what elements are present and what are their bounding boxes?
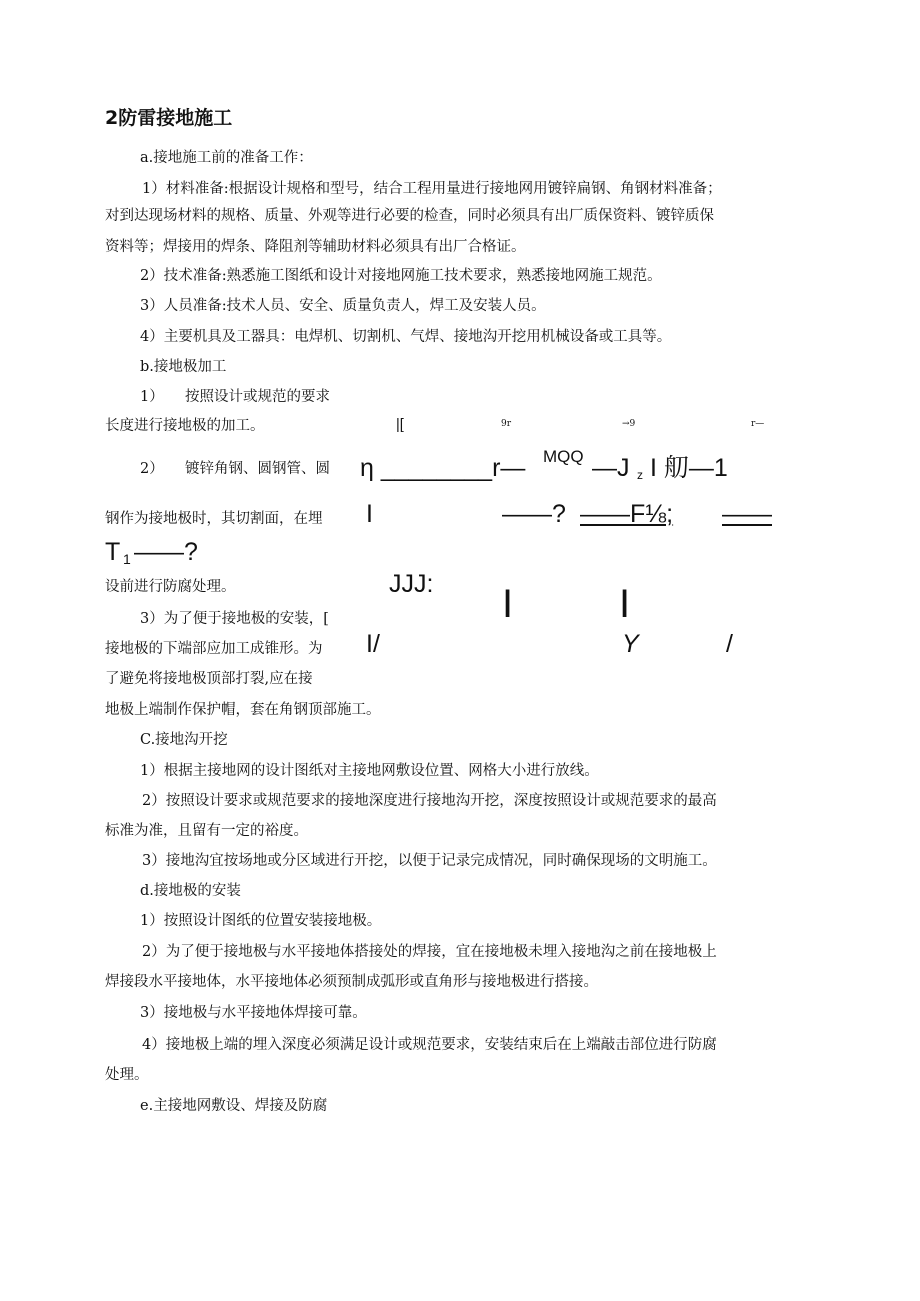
paragraph-line: 了避免将接地极顶部打裂,应在接: [105, 671, 313, 687]
paragraph-line: 镀锌角钢、圆钢管、圆: [185, 461, 330, 477]
figure-artifact: ——?: [502, 500, 566, 528]
paragraph-line: 2）技术准备:熟悉施工图纸和设计对接地网施工技术要求，熟悉接地网施工规范。: [140, 268, 662, 284]
section-e-title: e.主接地网敷设、焊接及防腐: [140, 1098, 328, 1114]
figure-artifact: ——?: [134, 538, 198, 566]
list-number: 1）: [140, 389, 164, 405]
figure-artifact: I: [502, 582, 514, 626]
paragraph-line: 钢作为接地极时，其切割面，在埋: [105, 511, 323, 527]
figure-artifact: JJJ:: [389, 570, 434, 598]
section-d-title: d.接地极的安装: [140, 883, 241, 899]
figure-artifact: 1: [123, 551, 131, 567]
figure-artifact: I 舠—1: [650, 454, 728, 482]
figure-artifact: η ________r—: [360, 454, 526, 482]
figure-artifact: —J: [592, 454, 630, 482]
figure-artifact: MQQ: [543, 447, 584, 466]
figure-artifact: |[: [396, 417, 404, 433]
paragraph-line: 处理。: [105, 1067, 149, 1083]
figure-artifact: z: [637, 468, 643, 482]
paragraph-line: 4）接地极上端的埋入深度必须满足设计或规范要求，安装结束后在上端敲击部位进行防腐: [142, 1037, 717, 1053]
figure-artifact: I/: [366, 630, 380, 658]
list-number: 2）: [140, 461, 164, 477]
figure-artifact: Y: [622, 630, 639, 658]
figure-artifact: 9r: [501, 419, 512, 429]
paragraph-line: 资料等；焊接用的焊条、降阻剂等辅助材料必须具有出厂合格证。: [105, 239, 526, 255]
paragraph-line: 1）根据主接地网的设计图纸对主接地网敷设位置、网格大小进行放线。: [140, 763, 599, 779]
paragraph-line: 4）主要机具及工器具：电焊机、切割机、气焊、接地沟开挖用机械设备或工具等。: [140, 329, 672, 345]
paragraph-line: 2）按照设计要求或规范要求的接地深度进行接地沟开挖，深度按照设计或规范要求的最高: [142, 793, 717, 809]
figure-artifact: r—: [751, 419, 765, 429]
figure-artifact: I: [619, 582, 631, 626]
paragraph-line: 对到达现场材料的规格、质量、外观等进行必要的检查，同时必须具有出厂质保资料、镀锌质保: [105, 208, 714, 224]
figure-artifact: /: [726, 630, 733, 658]
figure-artifact: ——F⅛;: [580, 500, 674, 528]
paragraph-line: 1）材料准备:根据设计规格和型号，结合工程用量进行接地网用镀锌扁钢、角钢材料准备；: [142, 181, 722, 197]
paragraph-line: 3）接地极与水平接地体焊接可靠。: [140, 1005, 367, 1021]
figure-artifact: →9: [622, 419, 636, 429]
section-a-title: a.接地施工前的准备工作：: [140, 150, 313, 166]
paragraph-line: 3）为了便于接地极的安装，[: [140, 611, 329, 627]
section-b-title: b.接地极加工: [140, 359, 227, 375]
section-heading: 2防雷接地施工: [105, 107, 233, 129]
section-c-title: C.接地沟开挖: [140, 732, 228, 748]
figure-artifact: ——: [722, 500, 772, 528]
paragraph-line: 焊接段水平接地体，水平接地体必须预制成弧形或直角形与接地极进行搭接。: [105, 974, 598, 990]
paragraph-line: 标准为准，且留有一定的裕度。: [105, 823, 308, 839]
paragraph-line: 地极上端制作保护帽，套在角钢顶部施工。: [105, 702, 381, 718]
paragraph-line: 按照设计或规范的要求: [185, 389, 330, 405]
paragraph-line: 1）按照设计图纸的位置安装接地极。: [140, 913, 382, 929]
figure-artifact: I: [366, 500, 373, 528]
paragraph-line: 接地极的下端部应加工成锥形。为: [105, 641, 323, 657]
paragraph-line: 长度进行接地极的加工。: [105, 418, 265, 434]
paragraph-line: 2）为了便于接地极与水平接地体搭接处的焊接，宜在接地极未埋入接地沟之前在接地极上: [142, 944, 717, 960]
paragraph-line: 3）人员准备:技术人员、安全、质量负责人，焊工及安装人员。: [140, 298, 546, 314]
paragraph-line: 3）接地沟宜按场地或分区域进行开挖，以便于记录完成情况，同时确保现场的文明施工。: [142, 853, 717, 869]
figure-artifact: T: [105, 538, 121, 566]
paragraph-line: 设前进行防腐处理。: [105, 579, 236, 595]
